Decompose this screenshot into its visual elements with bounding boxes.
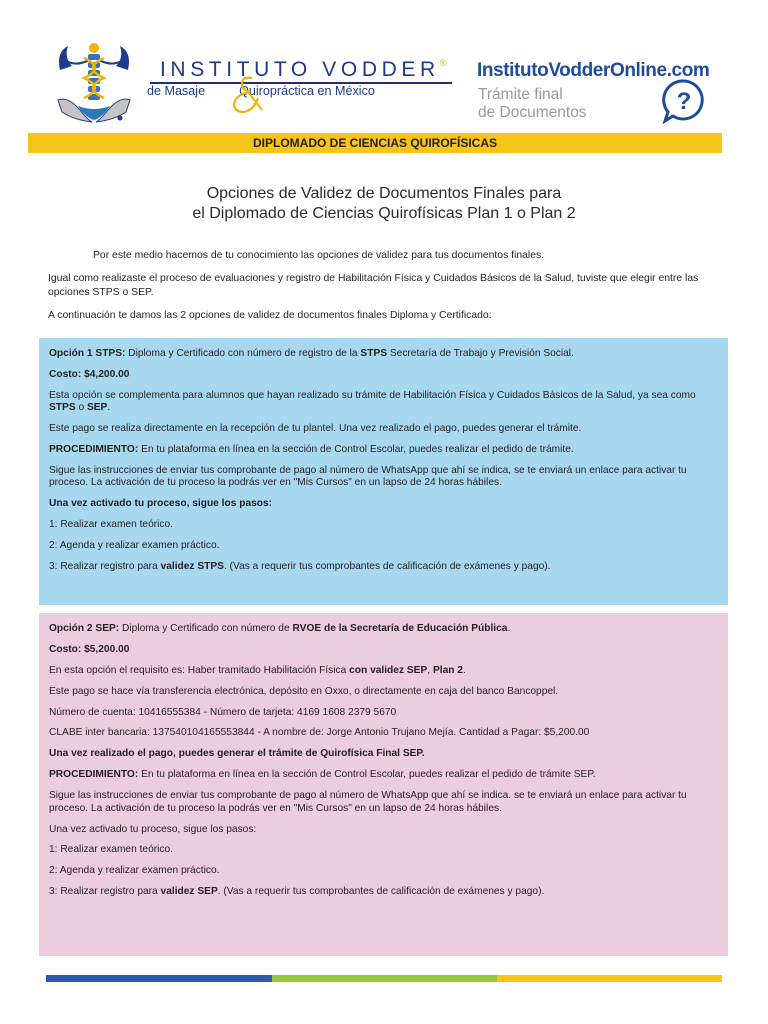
title-line-2: el Diplomado de Ciencias Quirofísicas Plan 1 o Plan 2 <box>192 205 576 222</box>
footer-bar-green <box>272 975 497 982</box>
option-1-steps-title: Una vez activado tu proceso, sigue los pasos: <box>49 498 273 510</box>
question-bubble-icon <box>661 78 707 124</box>
intro-paragraph-1: Por este medio hacemos de tu conocimiento las opciones de validez para tus documentos finales. <box>93 250 545 261</box>
option-2-steps-title: Una vez activado tu proceso, sigue los pasos: <box>49 823 257 835</box>
option-2-heading: Opción 2 SEP: Diploma y Certificado con número de RVOE de la Secretaría de Educación Pública. <box>49 623 511 634</box>
spine-caduceus-emblem-icon <box>54 40 134 124</box>
option-2-instructions: Sigue las instrucciones de enviar tus comprobante de pago al número de WhatsApp que ahí se indica. se te enviará un enlace para activar tu proceso. La activación de tu proceso la podrás ver en "Mis Cursos" en un lapso de 24 horas hábiles. <box>49 790 687 814</box>
option-2-clabe: CLABE inter bancaria: 137540104165553844 - A nombre de: Jorge Antonio Trujano Mejía. Cantidad a Pagar: $5,200.00 <box>49 727 590 739</box>
brand-title: INSTITUTO VODDER® <box>160 58 447 81</box>
option-2-payment-methods: Este pago se hace vía transferencia electrónica, depósito en Oxxo, o directamente en caja del banco Bancoppel. <box>49 685 559 697</box>
option-1-instructions: Sigue las instrucciones de enviar tus comprobante de pago al número de WhatsApp que ahí se indica, se te enviará un enlace para activar tu proceso. La activación de tu proceso la podrás ver en "Mis Cursos" en un lapso de 24 horas hábiles. <box>49 464 687 489</box>
header <box>0 0 768 132</box>
title-line-1: Opciones de Validez de Documentos Finales para <box>206 185 562 202</box>
option-2-step-1: 1: Realizar examen teórico. <box>49 844 174 856</box>
option-2-step-3: 3: Realizar registro para validez SEP. (Vas a requerir tus comprobantes de calificación de exámenes y pago). <box>49 886 545 898</box>
option-2-procedure: PROCEDIMIENTO: En tu plataforma en línea en la sección de Control Escolar, puedes realizar el pedido de trámite SEP. <box>49 769 596 781</box>
option-2-after-payment: Una vez realizado el pago, puedes generar el trámite de Quirofísica Final SEP. <box>49 748 425 760</box>
site-tag-line-2: de Documentos <box>478 104 587 121</box>
brand-sub-left: de Masaje <box>147 84 206 98</box>
footer-bar-blue <box>46 975 272 982</box>
diploma-banner: DIPLOMADO DE CIENCIAS QUIROFÍSICAS <box>28 133 722 153</box>
option-1-step-1: 1: Realizar examen teórico. <box>49 519 174 531</box>
option-1-heading: Opción 1 STPS: Diploma y Certificado con número de registro de la STPS Secretaría de Trabajo y Previsión Social. <box>49 348 574 359</box>
option-2-requirement: En esta opción el requisito es: Haber tramitado Habilitación Física con validez SEP, Plan 2. <box>49 664 466 676</box>
option-1-step-3: 3: Realizar registro para validez STPS. (Vas a requerir tus comprobantes de calificación de exámenes y pago). <box>49 561 551 573</box>
site-tag-line-1: Trámite final <box>478 86 563 103</box>
intro-paragraph-3: A continuación te damos las 2 opciones de validez de documentos finales Diploma y Certificado: <box>48 310 492 321</box>
intro-section <box>48 249 728 328</box>
option-1-payment: Este pago se realiza directamente en la recepción de tu plantel. Una vez realizado el pago, puedes generar el trámite. <box>49 423 582 435</box>
option-2-account-number: Número de cuenta: 10416555384 - Número de tarjeta: 4169 1608 2379 5670 <box>49 706 397 718</box>
intro-paragraph-2: Igual como realizaste el proceso de evaluaciones y registro de Habilitación Física y Cuidados Básicos de la Salud, tuviste que elegir entre las opciones STPS o SEP. <box>48 273 699 298</box>
option-2-sep-box <box>39 613 728 956</box>
option-1-requirement: Esta opción se complementa para alumnos que hayan realizado su trámite de Habilitación Física y Cuidados Básicos de la Salud, ya sea como STPS o SEP. <box>49 389 696 414</box>
option-2-cost: Costo: $5,200.00 <box>49 643 130 655</box>
option-1-procedure: PROCEDIMIENTO: En tu plataforma en línea en la sección de Control Escolar, puedes realizar el pedido de trámite. <box>49 444 574 456</box>
ampersand-flourish-icon <box>228 74 264 114</box>
option-1-stps-box <box>39 338 728 605</box>
svg-text:?: ? <box>676 88 692 115</box>
brand-sub-right: Quiropráctica en México <box>239 84 375 98</box>
site-name: InstitutoVodderOnline.com <box>477 60 710 81</box>
option-1-step-2: 2: Agenda y realizar examen práctico. <box>49 540 220 552</box>
option-1-cost: Costo: $4,200.00 <box>49 368 130 380</box>
option-2-step-2: 2: Agenda y realizar examen práctico. <box>49 865 220 877</box>
document-title <box>0 184 768 224</box>
site-tagline <box>478 86 587 122</box>
brand-reg-mark: ® <box>439 58 447 68</box>
footer-bar-yellow <box>497 975 722 982</box>
